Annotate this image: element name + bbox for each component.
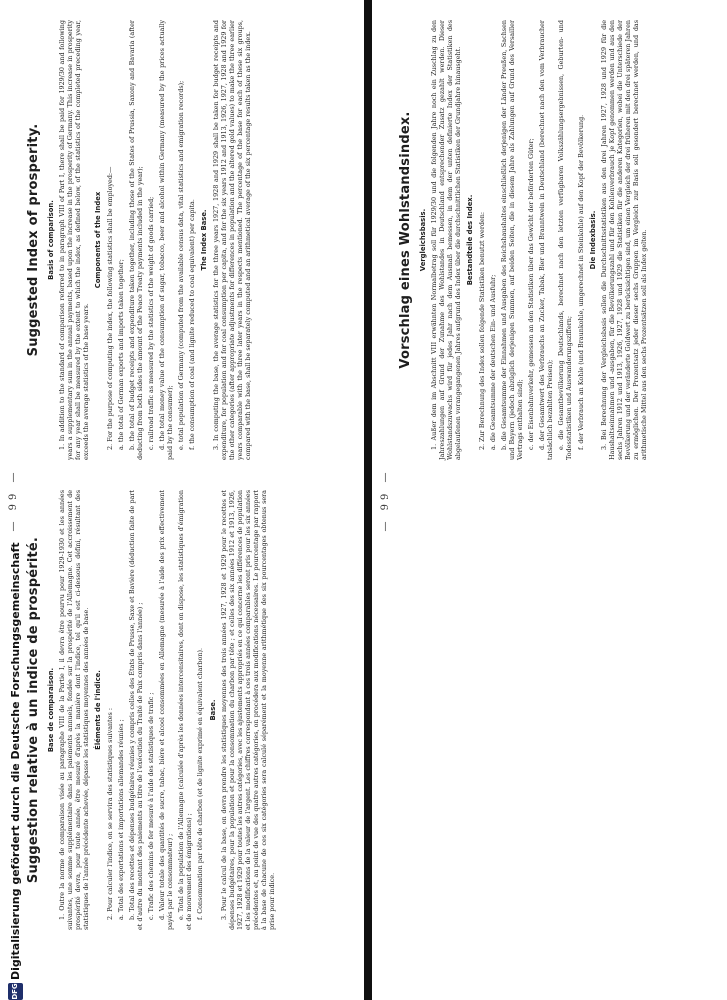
french-paragraph: 3. Pour le calcul de la base, on devra prendre les statistiques moyennes des trois années 1927, 1928 et 1929 pour le recettes et dépenses budgétaires, pour la population et pour la consommation du charbon par tête ; et celles des six années 1912 et 1913, 1926, 1927, 1928 et 1929 pour toutes les autres catégories, avec les ajustements appropriés en ce qui concerne les différences de population et les modifications de la valeur de l'argent. Les chiffres correspondant à ces trois années comparables seront pris pour les six années précédentes et, au point de vue des quatre autres catégories, on procédera aux modifications nécessaires. Le pourcentage par rapport à la base de chacune de ces six catégories sera calculé séparément et la moyenne arithmétique des six pourcentages obtenus sera prise pour indice. [219, 490, 277, 930]
german-heading-components: Bestandteile des Index. [466, 194, 475, 286]
english-paragraph: 2. For the purpose of computing the index, the following statistics shall be employed:— [105, 166, 114, 450]
french-heading-elements: Éléments de l'indice. [94, 670, 103, 750]
english-title: Suggested Index of prosperity. [26, 123, 41, 357]
german-paragraph: e. die Gesamtbevölkerung Deutschlands, berechnet nach den letzten verfügbaren Volkszählungsergebnissen, Geburten- und Todesstatistiken und Auswanderungsziffern; [557, 20, 574, 460]
english-paragraph: c. railroad traffic as measured by the statistics of the weight of goods carried; [146, 196, 155, 450]
french-heading-index-base: Base. [208, 699, 217, 721]
german-title: Vorschlag eines Wohlstandsindex. [398, 111, 413, 369]
french-heading-base: Base de comparaison. [47, 667, 55, 753]
english-paragraph: 3. In computing the base, the average statistics for the three years 1927, 1928 and 1929 shall be taken for budget receipts and expenditure, for population and for coal consumption per capita, and for the six years 1912 and 1913, 1926, 1927, 1928 and 1929 for the other categories (after appropriate adjustments for differences in population and the altered gold values) to make the three earlier years comparable with the three later years in the respects mentioned. The percentage of the base for each of these six groups, compared with the base, shall be separately computed and an arithmetical average of the six percentage results taken as the index. [211, 20, 252, 460]
german-heading-base: Vergleichsbasis. [419, 208, 427, 272]
french-paragraph: d. Valeur totale des quantités de sucre, tabac, bière et alcool consommées en Allemagne (mesurée à l'aide des prix effectivement payés par le consommateur) ; [158, 490, 175, 930]
french-column [26, 490, 279, 930]
french-paragraph: c. Trafic des chemins de fer mesuré à l'aide des statistiques de trafic ; [146, 692, 155, 920]
english-heading-index-base: The Index Base. [200, 209, 209, 271]
french-paragraph: e. Total de la population de l'Allemagne (calculée d'après les données intercensitaires, dont on dispose, les statistiques d'émigration et de mouvement des émigrations) ; [177, 490, 194, 930]
french-paragraph: 1. Outre la norme de comparaison visée au paragraphe VIII de la Partie I, il devra être pourvu pour 1929-1930 et les années suivantes, une somme supplémentaire dans les paiements annuels, fondée sur la prospérité de l'Allemagne. Cet accroissement de prospérité devra, pour toute année, être mesuré d'après la manière dont l'indice, tel qu'il est ci-dessous défini, résultant des statistiques de l'année précédente achevée, dépasse les statistiques moyennes des années de base. [58, 490, 91, 930]
french-paragraph: a. Total des exportations et importations allemandes réunies ; [116, 719, 125, 920]
english-column [26, 20, 255, 460]
digitization-credit [8, 0, 24, 1000]
english-paragraph: e. total population of Germany (computed from the available census data, vital statistics and emigration records); [177, 80, 186, 450]
english-heading-components: Components of the Index [94, 191, 103, 289]
dfg-logo-icon: DFG [8, 983, 23, 1000]
english-paragraph: f. the consumption of coal (and lignite reduced to coal equivalent) per capita. [188, 199, 197, 450]
english-paragraph: d. the total money value of the consumption of sugar, tobacco, beer and alcohol within Germany (measured by the prices actually paid by the consumer); [158, 20, 175, 460]
french-paragraph: f. Consommation par tête de charbon (et de lignite exprimé en équivalent charbon). [196, 648, 205, 920]
english-paragraph: 1. In addition to the standard of comparison referred to in paragraph VIII of Part I, there shall be paid for 1929/30 and following years a supplementary sum in the annual payments, based upon the increase in the prosperity of Germany. This increase in prosperity for any year shall be measured by the extent to which the index, as defined below, of the statistics of the completed preceding year, exceeds the average statistics of the base years. [58, 20, 91, 460]
page-number: — 99 — [380, 468, 391, 532]
german-paragraph: c. der Eisenbahnverkehr, gemessen an den Statistiken über das Gewicht der beförderten Güter; [527, 138, 536, 450]
german-paragraph: a. die Gesamtsumme der deutschen Ein- und Ausfuhr; [488, 274, 497, 450]
german-paragraph: f. der Verbrauch an Kohle (und Braunkohle, umgerechnet in Steinkohle) auf den Kopf der Bevölkerung. [576, 114, 585, 450]
english-paragraph: a. the total of German exports and imports taken together; [116, 259, 125, 450]
digitization-credit-text: Digitalisierung gefördert durch die Deutsche Forschungsgemeinschaft [9, 542, 22, 980]
german-heading-index-base: Die Indexbasis. [588, 210, 597, 270]
lower-page-half [372, 0, 727, 1000]
french-paragraph: b. Total des recettes et dépenses budgétaires réunies y compris celles des États de Prusse, Saxe et Bavière (déduction faite de part et d'autre du montant des paiements au titre de l'exécution du Traité de Paix compris dans l'année) ; [127, 490, 144, 930]
page-number: — 99 — [8, 468, 19, 532]
german-paragraph: 1. Außer dem im Abschnitt VIII erwähnten Normalbetrag soll für 1929/30 und die folgenden Jahre noch ein Zuschlag zu den Jahreszahlungen auf Grund der Zunahme des Wohlstandes in Deutschland entsprechender Zusatz gezahlt werden. Dieser Wohlstandszuwachs wird für jedes Jahr nach dem Ausmaß bemessen, in dem der unten definierte Index der Statistiken des abgelaufenen vorangegangenen Jahres aufgrund des Index über die durchschnittlichen Statistiken der Grundjahre hinausgeht. [430, 20, 463, 460]
french-paragraph: 2. Pour calculer l'indice, on se servira des statistiques suivantes : [105, 708, 114, 920]
german-paragraph: d. der Gesamtwert des Verbrauchs an Zucker, Tabak, Bier und Branntwein in Deutschland (berechnet nach den vom Verbraucher tatsächlich bezahlten Preisen); [538, 20, 555, 460]
german-column [398, 20, 651, 460]
english-paragraph: b. the total of budget receipts and expenditure taken together, including those of the States of Prussia, Saxony and Bavaria (after deducting from both sides the amount of the Peace Treaty payments included in the year); [127, 20, 144, 460]
german-paragraph: b. die Gesamtsumme der Einnahmen und Ausgaben des Reichshaushaltes einschließlich derjenigen der Länder Preußen, Sachsen und Bayern (jedoch abzüglich derjenigen Summen, auf beiden Seiten, die in diesem Jahre als Zahlungen auf Grund des Versailler Vertrags enthalten sind); [499, 20, 524, 460]
english-heading-base: Basis of comparison. [47, 200, 55, 280]
lower-page-content [372, 0, 727, 1000]
german-paragraph: 3. Bei Berechnung der Vergleichsbasis sollen die Durchschnittsstatistiken aus den drei Jahren 1927, 1928 und 1929 für die Haushaltseinnahmen und -ausgaben, für die Bevölkerungszahl und für den Kohlenverbrauch je Kopf genommen werden und aus den sechs Jahren 1912 und 1913, 1926, 1927, 1928 und 1929 die Statistiken für die anderen Kategorien, wobei die Unterschiede der Bevölkerung und der veränderte Goldwert zu berücksichtigen sind, um einen Vergleich der drei früheren mit den drei späteren Jahren zu ermöglichen. Der Prozentsatz jeder dieser sechs Gruppen im Vergleich zur Basis soll gesondert berechnet werden, und das arithmetische Mittel aus den sechs Prozentsätzen soll als Index gelten. [599, 20, 649, 460]
page-divider-bar [364, 0, 372, 1000]
french-title: Suggestion relative à un indice de prospérité. [26, 536, 41, 884]
german-paragraph: 2. Zur Berechnung des Index sollen folgende Statistiken benutzt werden: [477, 211, 486, 450]
